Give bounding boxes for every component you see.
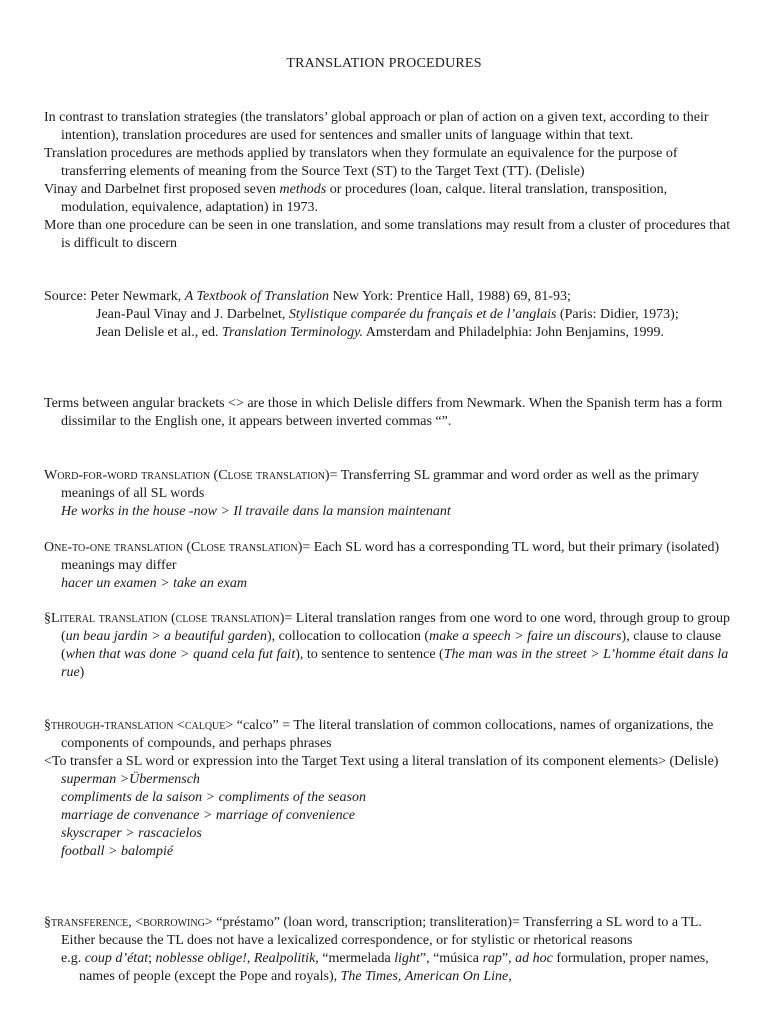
transference-term: §transference, <borrowing>	[44, 915, 213, 930]
separator: ,	[246, 951, 254, 966]
one-to-one-term: One-to-one translation (Close translation)	[44, 540, 303, 555]
example-text: when that was done > quand cela fut fait	[65, 647, 296, 662]
example-text: The Times	[340, 969, 398, 984]
one-to-one-definition	[44, 539, 734, 575]
calque-example: superman >Übermensch	[61, 772, 200, 787]
word-for-word-term: Word-for-word translation (Close translation)	[44, 468, 330, 483]
intro-paragraph: In contrast to translation strategies (the translators’ global approach or plan of action on a given text, according to their intention), translation procedures are used for sentences and smaller units of language within that text.	[44, 110, 709, 143]
separator: ”,	[501, 951, 516, 966]
calque-example: marriage de convenance > marriage of convenience	[61, 808, 356, 823]
definition-text: “préstamo” (loan word, transcription; transliteration)= Transferring a SL word to a TL. Either because the TL does not have a lexicalized correspondence, or for stylistic or rhetorical reasons	[61, 915, 702, 948]
intro-paragraph: Translation procedures are methods applied by translators when they formulate an equivalence for the purpose of transferring elements of meaning from the Source Text (ST) to the Target Text (TT). (Delisle)	[44, 146, 678, 179]
definition-text: “calco” = The literal translation of common collocations, names of organizations, the components of compounds, and perhaps phrases	[61, 718, 714, 751]
vinay-text: Vinay and Darbelnet first proposed seven	[44, 182, 280, 197]
vinay-text: or procedures (loan, calque. literal translation, transposition, modulation, equivalence, adaptation) in 1973.	[61, 182, 668, 215]
example-text: coup d’état	[84, 951, 149, 966]
literal-definition	[44, 610, 734, 682]
literal-term: §Literal translation (close translation)	[44, 611, 285, 626]
brackets-note-section	[44, 395, 734, 431]
example-text: rap	[482, 951, 502, 966]
sources-section	[44, 288, 734, 342]
separator: ,	[508, 969, 512, 984]
calque-example: compliments de la saison > compliments of the season	[61, 790, 366, 805]
word-for-word-example: He works in the house -now > Il travaile dans la mansion maintenant	[61, 504, 451, 519]
word-for-word-definition	[44, 467, 734, 503]
brackets-note: Terms between angular brackets <> are those in which Delisle differs from Newmark. When the Spanish term has a form dissimilar to the English one, it appears between inverted commas “”.	[44, 396, 723, 429]
through-translation-definition	[44, 717, 734, 753]
example-text: ad hoc	[515, 951, 553, 966]
transference-examples	[44, 950, 734, 986]
source-text: (Paris: Didier, 1973);	[556, 307, 679, 322]
source-text: Peter Newmark,	[90, 289, 185, 304]
separator: ,	[397, 969, 405, 984]
delisle-definition: <To transfer a SL word or expression into the Target Text using a literal translation of its component elements> (Delisle)	[44, 754, 719, 769]
source-title: Translation Terminology.	[221, 325, 364, 340]
eg-label: e.g.	[61, 951, 85, 966]
definition-text: )	[79, 665, 85, 680]
one-to-one-section	[44, 539, 734, 593]
word-for-word-section	[44, 467, 734, 521]
intro-section	[44, 109, 734, 253]
cluster-paragraph: More than one procedure can be seen in one translation, and some translations may result from a cluster of procedures that is difficult to discern	[44, 218, 731, 251]
vinay-italic: methods	[279, 182, 327, 197]
vinay-paragraph	[44, 181, 734, 217]
example-text: The man was in the street > L’homme était dans la rue	[61, 647, 729, 680]
definition-text: formulation, proper names, names of people (except the Pope and royals),	[79, 951, 709, 984]
definition-text: ), clause to clause (	[61, 629, 722, 662]
calque-example: skyscraper > rascacielos	[61, 826, 202, 841]
literal-section	[44, 610, 734, 682]
example-text: make a speech > faire un discours	[429, 629, 622, 644]
source-text: Jean-Paul Vinay and J. Darbelnet,	[96, 307, 289, 322]
calque-example: football > balompié	[61, 844, 174, 859]
source-text: Jean Delisle et al., ed.	[96, 325, 222, 340]
example-text: American On Line	[404, 969, 509, 984]
example-text: Realpolitik	[253, 951, 316, 966]
definition-text: = Literal translation ranges from one word to one word, through group to group (	[61, 611, 731, 644]
through-translation-term: §through-translation <calque>	[44, 718, 234, 733]
transference-definition	[44, 914, 734, 950]
separator: ”, “música	[419, 951, 483, 966]
source-line	[44, 324, 734, 342]
source-text: Amsterdam and Philadelphia: John Benjamins, 1999.	[363, 325, 664, 340]
definition-text: ), to sentence to sentence (	[295, 647, 444, 662]
source-line	[44, 306, 734, 324]
source-line	[44, 288, 734, 306]
source-title: A Textbook of Translation	[184, 289, 330, 304]
separator: ;	[148, 951, 156, 966]
example-text: un beau jardin > a beautiful garden	[65, 629, 267, 644]
one-to-one-example: hacer un examen > take an exam	[61, 576, 247, 591]
source-text: New York: Prentice Hall, 1988) 69, 81-93;	[329, 289, 571, 304]
definition-text: = Each SL word has a corresponding TL word, but their primary (isolated) meanings may differ	[61, 540, 720, 573]
source-label: Source:	[44, 289, 91, 304]
example-text: noblesse oblige!	[155, 951, 247, 966]
source-title: Stylistique comparée du français et de l’anglais	[288, 307, 557, 322]
definition-text: = Transferring SL grammar and word order as well as the primary meanings of all SL words	[61, 468, 699, 501]
definition-text: ), collocation to collocation (	[266, 629, 430, 644]
transference-section	[44, 914, 734, 986]
through-translation-section	[44, 717, 734, 861]
page-title: TRANSLATION PROCEDURES	[286, 56, 482, 71]
separator: , “mermelada	[315, 951, 395, 966]
example-text: light	[394, 951, 420, 966]
